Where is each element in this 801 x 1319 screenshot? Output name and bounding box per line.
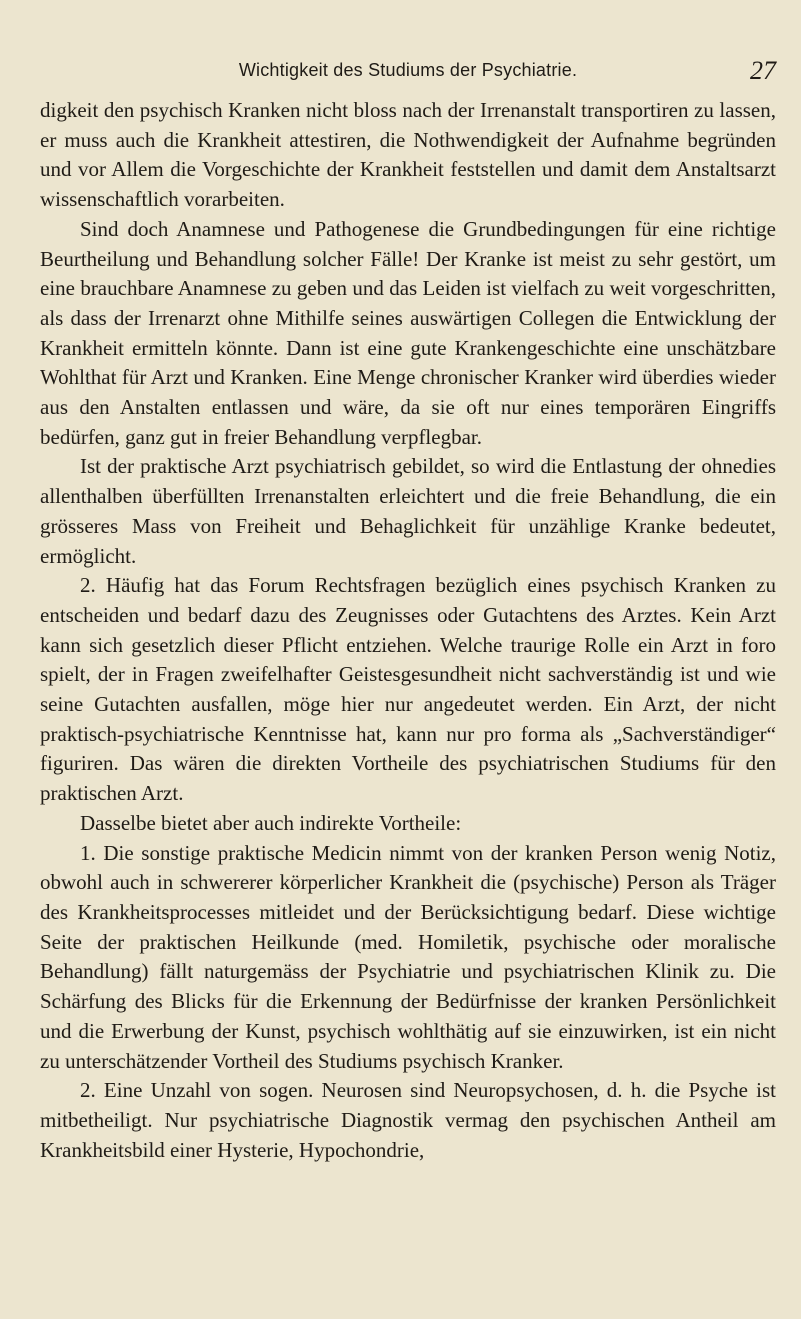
paragraph-entlastung: Ist der praktische Arzt psychiatrisch gebildet, so wird die Entlastung der ohnedies allenthalben überfüllten Irrenanstalten erleichtert und die freie Behandlung, die ein grösseres Mass von Freiheit und Behaglichkeit für unzählige Kranke bedeutet, ermöglicht. bbox=[40, 454, 776, 568]
page-number: 27 bbox=[750, 56, 776, 85]
body-text bbox=[40, 96, 776, 1165]
paragraph-neurosen: 2. Eine Unzahl von sogen. Neurosen sind Neuropsychosen, d. h. die Psyche ist mitbetheiligt. Nur psychiatrische Diagnostik vermag den psychischen Antheil am Krankheitsbild einer Hysterie, Hypochondrie, bbox=[40, 1078, 776, 1162]
paragraph-anamnese: Sind doch Anamnese und Pathogenese die Grundbedingungen für eine richtige Beurtheilung und Behandlung solcher Fälle! Der Kranke ist meist zu sehr gestört, um eine brauchbare Anamnese zu geben und das Leiden ist vielfach zu weit vorgeschritten, als dass der Irrenarzt ohne Mithilfe seines auswärtigen Collegen die Entwicklung der Krankheit ermitteln könnte. Dann ist eine gute Krankengeschichte eine unschätzbare Wohlthat für Arzt und Kranken. Eine Menge chronischer Kranker wird überdies wieder aus den Anstalten entlassen und wäre, da sie oft nur eines temporären Eingriffs bedürfen, ganz gut in freier Behandlung verpflegbar. bbox=[40, 216, 776, 449]
paragraph-rechtsfragen: 2. Häufig hat das Forum Rechtsfragen bezüglich eines psychisch Kranken zu entscheiden und bedarf dazu des Zeugnisses oder Gutachtens des Arztes. Kein Arzt kann sich gesetzlich dieser Pflicht entziehen. Welche traurige Rolle ein Arzt in foro spielt, der in Fragen zweifelhafter Geistesgesundheit nicht sachverständig ist und wie seine Gutachten ausfallen, möge hier nur angedeutet werden. Ein Arzt, der nicht praktisch-psychiatrische Kenntnisse hat, kann nur pro forma als „Sachverständiger“ figuriren. Das wären die direkten Vortheile des psychiatrischen Studiums für den praktischen Arzt. bbox=[40, 573, 776, 806]
paragraph-kranke-person: 1. Die sonstige praktische Medicin nimmt von der kranken Person wenig Notiz, obwohl auch in schwererer körperlicher Krankheit die (psychische) Person als Träger des Krankheitsprocesses mitleidet und der Berücksichtigung bedarf. Diese wichtige Seite der praktischen Heilkunde (med. Homiletik, psychische oder moralische Behandlung) fällt naturgemäss der Psychiatrie und psychiatrischen Klinik zu. Die Schärfung des Blicks für die Erkennung der Bedürfnisse der kranken Persönlichkeit und die Erwerbung der Kunst, psychisch wohlthätig auf sie einzuwirken, ist ein nicht zu unterschätzender Vortheil des Studiums psychisch Kranker. bbox=[40, 840, 776, 1073]
paragraph-indirekte-vortheile: Dasselbe bietet aber auch indirekte Vortheile: bbox=[80, 810, 462, 835]
paragraph-continuation: digkeit den psychisch Kranken nicht bloss nach der Irrenanstalt transportiren zu lassen, er muss auch die Krankheit attestiren, die Nothwendigkeit der Aufnahme begründen und vor Allem die Vorgeschichte der Krankheit feststellen und damit dem Anstaltsarzt wissenschaftlich vorarbeiten. bbox=[40, 98, 776, 212]
running-head bbox=[40, 56, 776, 86]
running-title: Wichtigkeit des Studiums der Psychiatrie. bbox=[238, 60, 578, 80]
